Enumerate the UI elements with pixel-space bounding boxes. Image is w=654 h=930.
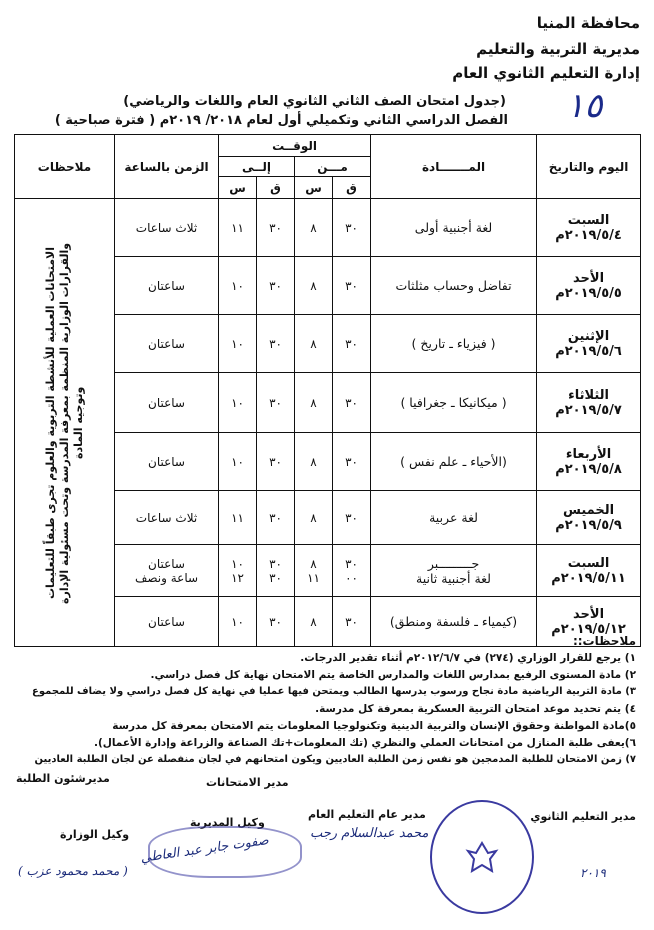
exams-director: مدير الامتحانات: [206, 776, 289, 789]
day-name: الثلاثاء: [568, 387, 609, 403]
day-name: الأربعاء: [565, 446, 612, 462]
duration-cell: ساعتان: [115, 597, 219, 647]
practical-exams-note: الامتحانات العملية للأنشطة التربوية والعلوم تجرى طبقاً للتعليمات والقرارات الوزارية المنظمة بمعرفة المدرسة وتحت مسئولية الإدارة وتوجيه المادة: [43, 241, 85, 604]
department-label: إدارة التعليم الثانوي العام: [452, 64, 640, 82]
from-hours: ٨: [295, 373, 333, 433]
col-to-minutes: ق: [257, 177, 295, 199]
col-day-date: اليوم والتاريخ: [537, 135, 641, 199]
day-name: الأحد: [573, 606, 605, 622]
student-affairs-director: مديرشئون الطلبة: [16, 772, 110, 785]
day-date-cell: [537, 199, 641, 257]
note-item: ٤) يتم تحديد موعد امتحان التربية العسكرية بمعرفة كل مدرسة.: [315, 703, 636, 715]
to-hours: [219, 545, 257, 597]
note-item: ١) يرجع للقرار الوزاري (٢٧٤) في ٢٠١٢/٦/٧م أثناء تقدير الدرجات.: [300, 652, 636, 664]
day-date-cell: [537, 433, 641, 491]
to-hours: ١٠: [219, 433, 257, 491]
schedule-subtitle: الفصل الدراسي الثاني وتكميلي أول لعام ٢٠١٨/ ٢٠١٩م ( فترة صباحية ): [54, 113, 508, 128]
general-education-director: مدير عام التعليم العام: [308, 808, 426, 821]
duration-cell: ساعتان: [115, 315, 219, 373]
exam-date: ٢٠١٩/٥/٤م: [555, 227, 622, 243]
table-row: [15, 199, 641, 257]
from-minutes: ٣٠: [333, 257, 371, 315]
handwritten-date: ٢٠١٩: [580, 866, 606, 880]
day-date-cell: [537, 545, 641, 597]
note-item: ٥)مادة المواطنة وحقوق الإنسان والتربية الدينية وتكنولوجيا المعلومات يتم الامتحان بمعرفة كل مدرسة: [112, 720, 636, 732]
to-hours-1: ١٠: [231, 556, 244, 571]
day-name: السبت: [567, 212, 610, 228]
from-hours-2: ١١: [307, 570, 320, 585]
day-date-cell: [537, 315, 641, 373]
col-to-hours: س: [219, 177, 257, 199]
to-minutes: ٣٠: [257, 199, 295, 257]
to-hours: ١٠: [219, 315, 257, 373]
subject-second-language: لغة أجنبية ثانية: [416, 570, 491, 586]
col-duration: الزمن بالساعة: [115, 135, 219, 199]
from-minutes: [333, 545, 371, 597]
from-hours: ٨: [295, 257, 333, 315]
exam-date: ٢٠١٩/٥/٥م: [555, 285, 622, 301]
side-note-cell: [15, 199, 115, 647]
signature-general-director: محمد عبدالسلام رجب: [310, 826, 429, 841]
secondary-education-director: مدير التعليم الثانوي: [530, 810, 636, 823]
to-minutes: ٣٠: [257, 597, 295, 647]
governorate-label: محافظة المنيا: [536, 14, 640, 32]
ministry-deputy-name: ( محمد محمود عزب ): [18, 864, 128, 878]
to-minutes-1: ٣٠: [269, 556, 282, 571]
from-minutes: ٣٠: [333, 597, 371, 647]
subject-cell: (كيمياء ـ فلسفة ومنطق): [371, 597, 537, 647]
col-from-minutes: ق: [333, 177, 371, 199]
from-hours-1: ٨: [310, 556, 317, 571]
duration-cell: ساعتان: [115, 257, 219, 315]
exam-date: ٢٠١٩/٥/٨م: [555, 461, 622, 477]
directorate-label: مديرية التربية والتعليم: [476, 40, 640, 58]
col-subject: المـــــــادة: [371, 135, 537, 199]
from-hours: ٨: [295, 491, 333, 545]
col-from-hours: س: [295, 177, 333, 199]
exam-date: ٢٠١٩/٥/٧م: [555, 402, 622, 418]
subject-cell: لغة أجنبية أولى: [371, 199, 537, 257]
from-minutes: ٣٠: [333, 433, 371, 491]
to-hours-2: ١٢: [231, 570, 244, 585]
page-number-handwritten: ١٥: [566, 86, 603, 126]
day-name: السبت: [567, 555, 610, 571]
note-item: ٣) مادة التربية الرياضية مادة نجاح ورسوب يدرسها الطالب ويمتحن فيها عمليا في نهاية كل فصل دراسي ولا يضاف للمجموع: [32, 686, 636, 697]
from-hours: [295, 545, 333, 597]
subject-cell: ( فيزياء ـ تاريخ ): [371, 315, 537, 373]
to-hours: ١٠: [219, 597, 257, 647]
exam-date: ٢٠١٩/٥/١٢م: [551, 621, 626, 637]
day-name: الخميس: [562, 502, 615, 518]
subject-cell: لغة عربية: [371, 491, 537, 545]
duration-cell: ساعتان: [115, 433, 219, 491]
schedule-title: (جدول امتحان الصف الثاني الثانوي العام واللغات والرياضي): [123, 94, 506, 109]
note-item: ٧) زمن الامتحان للطلبة المدمجين هو نفس زمن الطلبة العاديين ويكون امتحانهم في لجان منفصلة عن لجان الطلبة العاديين: [34, 754, 636, 765]
exam-date: ٢٠١٩/٥/١١م: [551, 570, 626, 586]
to-minutes: ٣٠: [257, 315, 295, 373]
duration-cell: ثلاث ساعات: [115, 491, 219, 545]
from-minutes-1: ٣٠: [345, 556, 358, 571]
exam-date: ٢٠١٩/٥/٩م: [555, 517, 622, 533]
from-hours: ٨: [295, 199, 333, 257]
col-to: إلــى: [219, 157, 295, 177]
directorate-stamp: [148, 826, 302, 878]
exam-schedule-table: [14, 134, 641, 647]
subject-cell: تفاضل وحساب مثلثات: [371, 257, 537, 315]
subject-cell: (الأحياء ـ علم نفس ): [371, 433, 537, 491]
day-date-cell: [537, 491, 641, 545]
note-item: ٢) مادة المستوى الرفيع بمدارس اللغات والمدارس الخاصة يتم الامتحان نهاية كل فصل دراسي.: [150, 669, 636, 681]
to-hours: ١٠: [219, 373, 257, 433]
from-hours: ٨: [295, 433, 333, 491]
from-minutes: ٣٠: [333, 491, 371, 545]
col-time: الوقــت: [219, 135, 371, 157]
day-name: الإثنين: [567, 328, 610, 344]
col-from: مـــن: [295, 157, 371, 177]
from-minutes: ٣٠: [333, 199, 371, 257]
to-hours: ١١: [219, 199, 257, 257]
to-minutes: [257, 545, 295, 597]
eagle-emblem-icon: [462, 837, 502, 877]
day-name: الأحد: [573, 270, 605, 286]
duration-2: ساعة ونصف: [134, 570, 199, 585]
official-seal-stamp: [430, 800, 534, 914]
signature-directorate-deputy: صفوت جابر عبد العاطي: [139, 833, 270, 866]
from-minutes: ٣٠: [333, 315, 371, 373]
subject-cell: [371, 545, 537, 597]
ministry-deputy: وكيل الوزارة: [60, 828, 130, 841]
to-hours: ١٠: [219, 257, 257, 315]
from-minutes-2: ٠٠: [345, 570, 358, 585]
to-minutes: ٣٠: [257, 257, 295, 315]
duration-1: ساعتان: [148, 556, 185, 571]
subject-cell: ( ميكانيكا ـ جغرافيا ): [371, 373, 537, 433]
from-hours: ٨: [295, 597, 333, 647]
from-minutes: ٣٠: [333, 373, 371, 433]
from-hours: ٨: [295, 315, 333, 373]
day-date-cell: [537, 257, 641, 315]
to-hours: ١١: [219, 491, 257, 545]
duration-cell: ساعتان: [115, 373, 219, 433]
to-minutes: ٣٠: [257, 491, 295, 545]
subject-algebra: جـــــــــبر: [427, 555, 480, 571]
notes-heading: ملاحظات::: [572, 634, 636, 648]
directorate-deputy: وكيل المديرية: [190, 816, 265, 829]
col-notes: ملاحظات: [15, 135, 115, 199]
to-minutes: ٣٠: [257, 373, 295, 433]
day-date-cell: [537, 373, 641, 433]
duration-cell: ثلاث ساعات: [115, 199, 219, 257]
exam-date: ٢٠١٩/٥/٦م: [555, 343, 622, 359]
duration-cell: [115, 545, 219, 597]
to-minutes-2: ٣٠: [269, 570, 282, 585]
to-minutes: ٣٠: [257, 433, 295, 491]
note-item: ٦)يعفى طلبة المنازل من امتحانات العملي والنظري (تك المعلومات+تك الصناعة والزراعة وإدارة الأعمال).: [93, 737, 636, 749]
